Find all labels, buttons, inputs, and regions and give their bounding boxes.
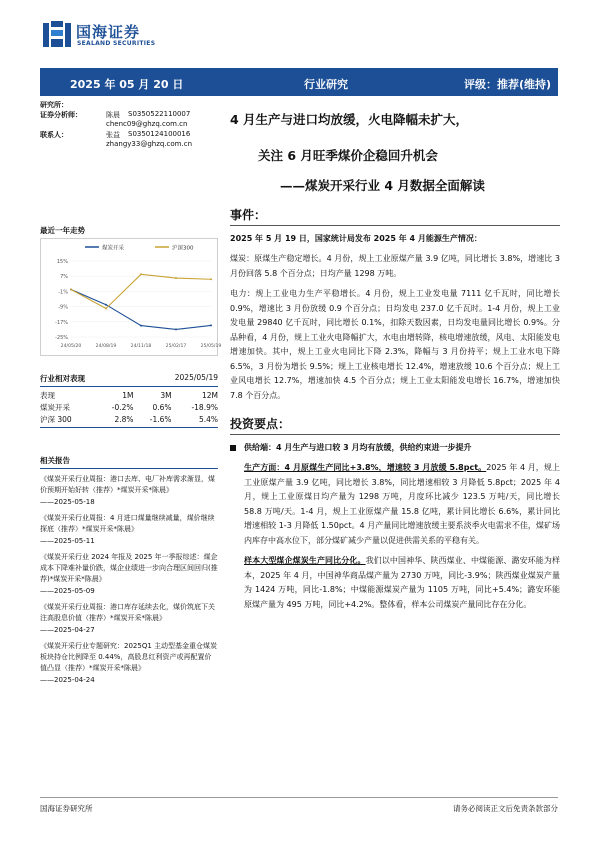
y-tick-label: 7% [60,274,68,281]
related-report-date: ——2025-05-11 [40,537,95,545]
company-logo [42,20,202,52]
related-heading: 相关报告 [40,455,218,469]
relative-performance [40,373,218,428]
x-tick-label: 24/08/19 [95,344,117,349]
event-power-paragraph: 电力：规上工业电力生产平稳增长。4 月份，规上工业发电量 7111 亿千瓦时，同比增长 0.9%，增速比 3 月份放缓 0.9 个百分点；日均发电 237.0 亿千瓦时。1-4 月份，规上工业发电量 29840 亿千瓦时，同比增长 0.1%，扣除天数因素，日均发电量同比增长 0.9%。分品种看，4 月份，规上工业火电降幅扩大，水电由增转降，核电增速放缓，风电、太阳能发电增速加快。其中，规上工业火电同比下降 2.3%，降幅与 3 月份持平；规上工业水电下降 6.5%，3 月份为增长 9.5%；规上工业核电增长 12.4%，增速放缓 10.6 个百分点；规上工业风电增长 12.7%，增速加快 4.5 个百分点；规上工业太阳能发电增长 16.7%，增速加快 7.8 个百分点。 [230,289,560,400]
contact-email: zhangy33@ghzq.com.cn [106,140,193,148]
footer-left: 国海证券研究所 [40,804,93,813]
contact-label: 联系人： [40,131,68,139]
analyst-label: 证券分析师： [40,111,82,119]
related-report-date: ——2025-04-27 [40,626,95,634]
related-report-title: 《煤炭开采行业周报：港口去库、电厂补库需求渐显，煤价预期开始好转（推荐）*煤炭开采*陈晨》 [40,475,215,494]
related-report-title: 《煤炭开采行业周报：4 月进口煤量继续减量，煤价继续探底（推荐）*煤炭开采*陈晨》 [40,514,215,533]
data-point [140,325,142,327]
y-tick-label: 15% [56,259,68,265]
perf-heading: 行业相对表现 [40,374,85,383]
report-date: 2025 年 05 月 20 日 [70,78,184,91]
legend-label: 煤炭开采 [102,245,125,252]
divider [40,427,218,428]
report-type: 行业研究 [304,78,348,91]
perf-cell: -1.6% [149,414,172,424]
data-point [175,277,177,279]
perf-header-row [40,389,218,401]
sample-lead: 样本大型煤企煤炭生产同比分化。 [244,556,366,565]
y-tick-label: -17% [55,319,68,326]
title-line-1: 4 月生产与进口均放缓，火电降幅未扩大， [230,112,469,127]
supply-paragraph [230,461,560,548]
supply-lead: 生产方面：4 月原煤生产同比+3.8%，增速较 3 月放缓 5.8pct。 [244,463,487,472]
related-report-date: ——2025-04-24 [40,676,95,684]
perf-cell: 5.4% [198,414,218,424]
legend-label: 沪深300 [172,245,194,252]
data-point [175,328,177,330]
x-tick-label: 25/05/19 [200,344,222,349]
list-item[interactable] [40,552,218,597]
points-heading: 投资要点： [230,417,560,435]
chart-heading: 最近一年走势 [40,225,218,239]
supply-body: 2025 年 4 月，规上工业原煤产量 3.9 亿吨，同比增长 3.8%，同比增速相较 3 月降低 5.8pct；2025 年 4 月，规上工业原煤日均产量为 1298 万吨，月度环比减少 123.5 万吨/天，同比增长 58.8 万吨/天。1-4 月，规上工业原煤产量 15.8 亿吨，累计同比增长 6.6%，累计同比增速相较 1-3 月降低 1.50pct。4 月产量同比增速放缓主要系淡季火电需求不佳，煤矿场内库存中高水位下，部分煤矿减少产量以促进供需关系的平稳有关。 [244,463,560,545]
perf-col-header: 12M [201,390,218,400]
x-tick-label: 24/05/20 [60,344,82,349]
sample-paragraph [230,554,560,612]
event-coal-paragraph: 煤炭：原煤生产稳定增长。4 月份，规上工业原煤产量 3.9 亿吨，同比增长 3.8%，增速比 3 月份回落 5.8 个百分点；日均产量 1298 万吨。 [230,254,560,278]
data-point [210,278,212,280]
perf-date: 2025/05/19 [174,373,218,382]
chart-frame [40,238,222,356]
trend-chart-svg [41,239,222,355]
footer-disclaimer: 请务必阅读正文后免责条款部分 [453,804,558,813]
title-line-2: 关注 6 月旺季煤价企稳回升机会 [258,148,438,163]
points-bullet [230,441,560,456]
series-line-coal-mining [71,290,211,330]
data-point [105,308,107,310]
list-item[interactable] [40,641,218,686]
perf-col-header: 3M [160,390,172,400]
trend-chart [40,225,222,363]
x-tick-label: 24/11/18 [130,344,152,349]
bullet-icon [230,445,236,451]
research-label: 研究所： [40,101,68,109]
perf-cell: 2.8% [114,414,134,424]
event-heading: 事件： [230,208,560,226]
perf-cell: 0.6% [152,402,172,412]
report-rating: 评级：推荐(维持) [464,78,552,91]
analyst-email: chenc09@ghzq.com.cn [106,120,188,128]
y-tick-label: -9% [58,304,68,311]
table-row [40,413,218,425]
perf-cell: 煤炭开采 [40,402,70,412]
points-bullet-text: 供给端：4 月生产与进口较 3 月均有放缓，供给约束进一步提升 [244,442,472,452]
related-report-title: 《煤炭开采行业 2024 年报及 2025 年一季报综述：煤企成本下降难补量价跌，煤企业绩进一步向合理区间回归(推荐)*煤炭开采*陈晨》 [40,553,218,583]
table-row [40,401,218,413]
list-item[interactable] [40,474,218,508]
title-line-3: ——煤炭开采行业 4 月数据全面解读 [280,178,485,193]
perf-cell: -0.2% [111,402,134,412]
main-content [230,208,560,612]
data-point [105,304,107,306]
data-point [140,273,142,275]
event-lead: 2025 年 5 月 19 日，国家统计局发布 2025 年 4 月能源生产情况： [230,233,482,243]
analyst-name: 陈晨 [106,111,120,119]
list-item[interactable] [40,513,218,547]
data-point [70,289,72,291]
list-item[interactable] [40,602,218,636]
y-tick-label: -25% [55,335,68,341]
perf-col-header: 1M [122,390,134,400]
sample-body: 我们以中国神华、陕西煤业、中煤能源、潞安环能为样本，2025 年 4 月，中国神华商品煤产量为 2730 万吨，同比-3.9%；陕西煤业煤炭产量为 1424 万吨，同比-1.8%；中煤能源煤炭产量为 1105 万吨，同比+5.4%；潞安环能原煤产量为 495 万吨，同比+4.2%。整体看，样本公司煤炭产量同比存在分化。 [244,556,560,609]
contact-name: 张益 [106,131,120,139]
report-banner [40,68,558,96]
perf-cell: -18.9% [191,402,218,412]
logo-text-cn: 国海证券 [76,23,141,41]
perf-table [40,389,218,425]
y-tick-label: -1% [58,289,68,296]
related-report-title: 《煤炭开采行业专题研究：2025Q1 主动型基金重仓煤炭板块持仓比例降至 0.44%，高股息红利资产或再配置价值凸显（推荐）*煤炭开采*陈晨》 [40,642,218,672]
analyst-license: S0350522110007 [128,110,191,118]
related-report-title: 《煤炭开采行业周报：港口库存延续去化，煤价筑底下关注高股息价值（推荐）*煤炭开采*陈晨》 [40,603,215,622]
author-info [40,100,218,150]
data-point [210,324,212,326]
related-report-date: ——2025-05-09 [40,587,95,595]
perf-col-header: 表现 [40,390,55,400]
logo-text-en: SEALAND SECURITIES [77,40,156,47]
sealand-logo-icon [42,20,72,50]
related-reports [40,455,218,686]
perf-cell: 沪深 300 [40,414,72,424]
x-tick-label: 25/02/17 [165,344,187,349]
contact-license: S0350124100016 [128,130,191,138]
page-footer [40,797,558,813]
related-report-date: ——2025-05-18 [40,498,95,506]
